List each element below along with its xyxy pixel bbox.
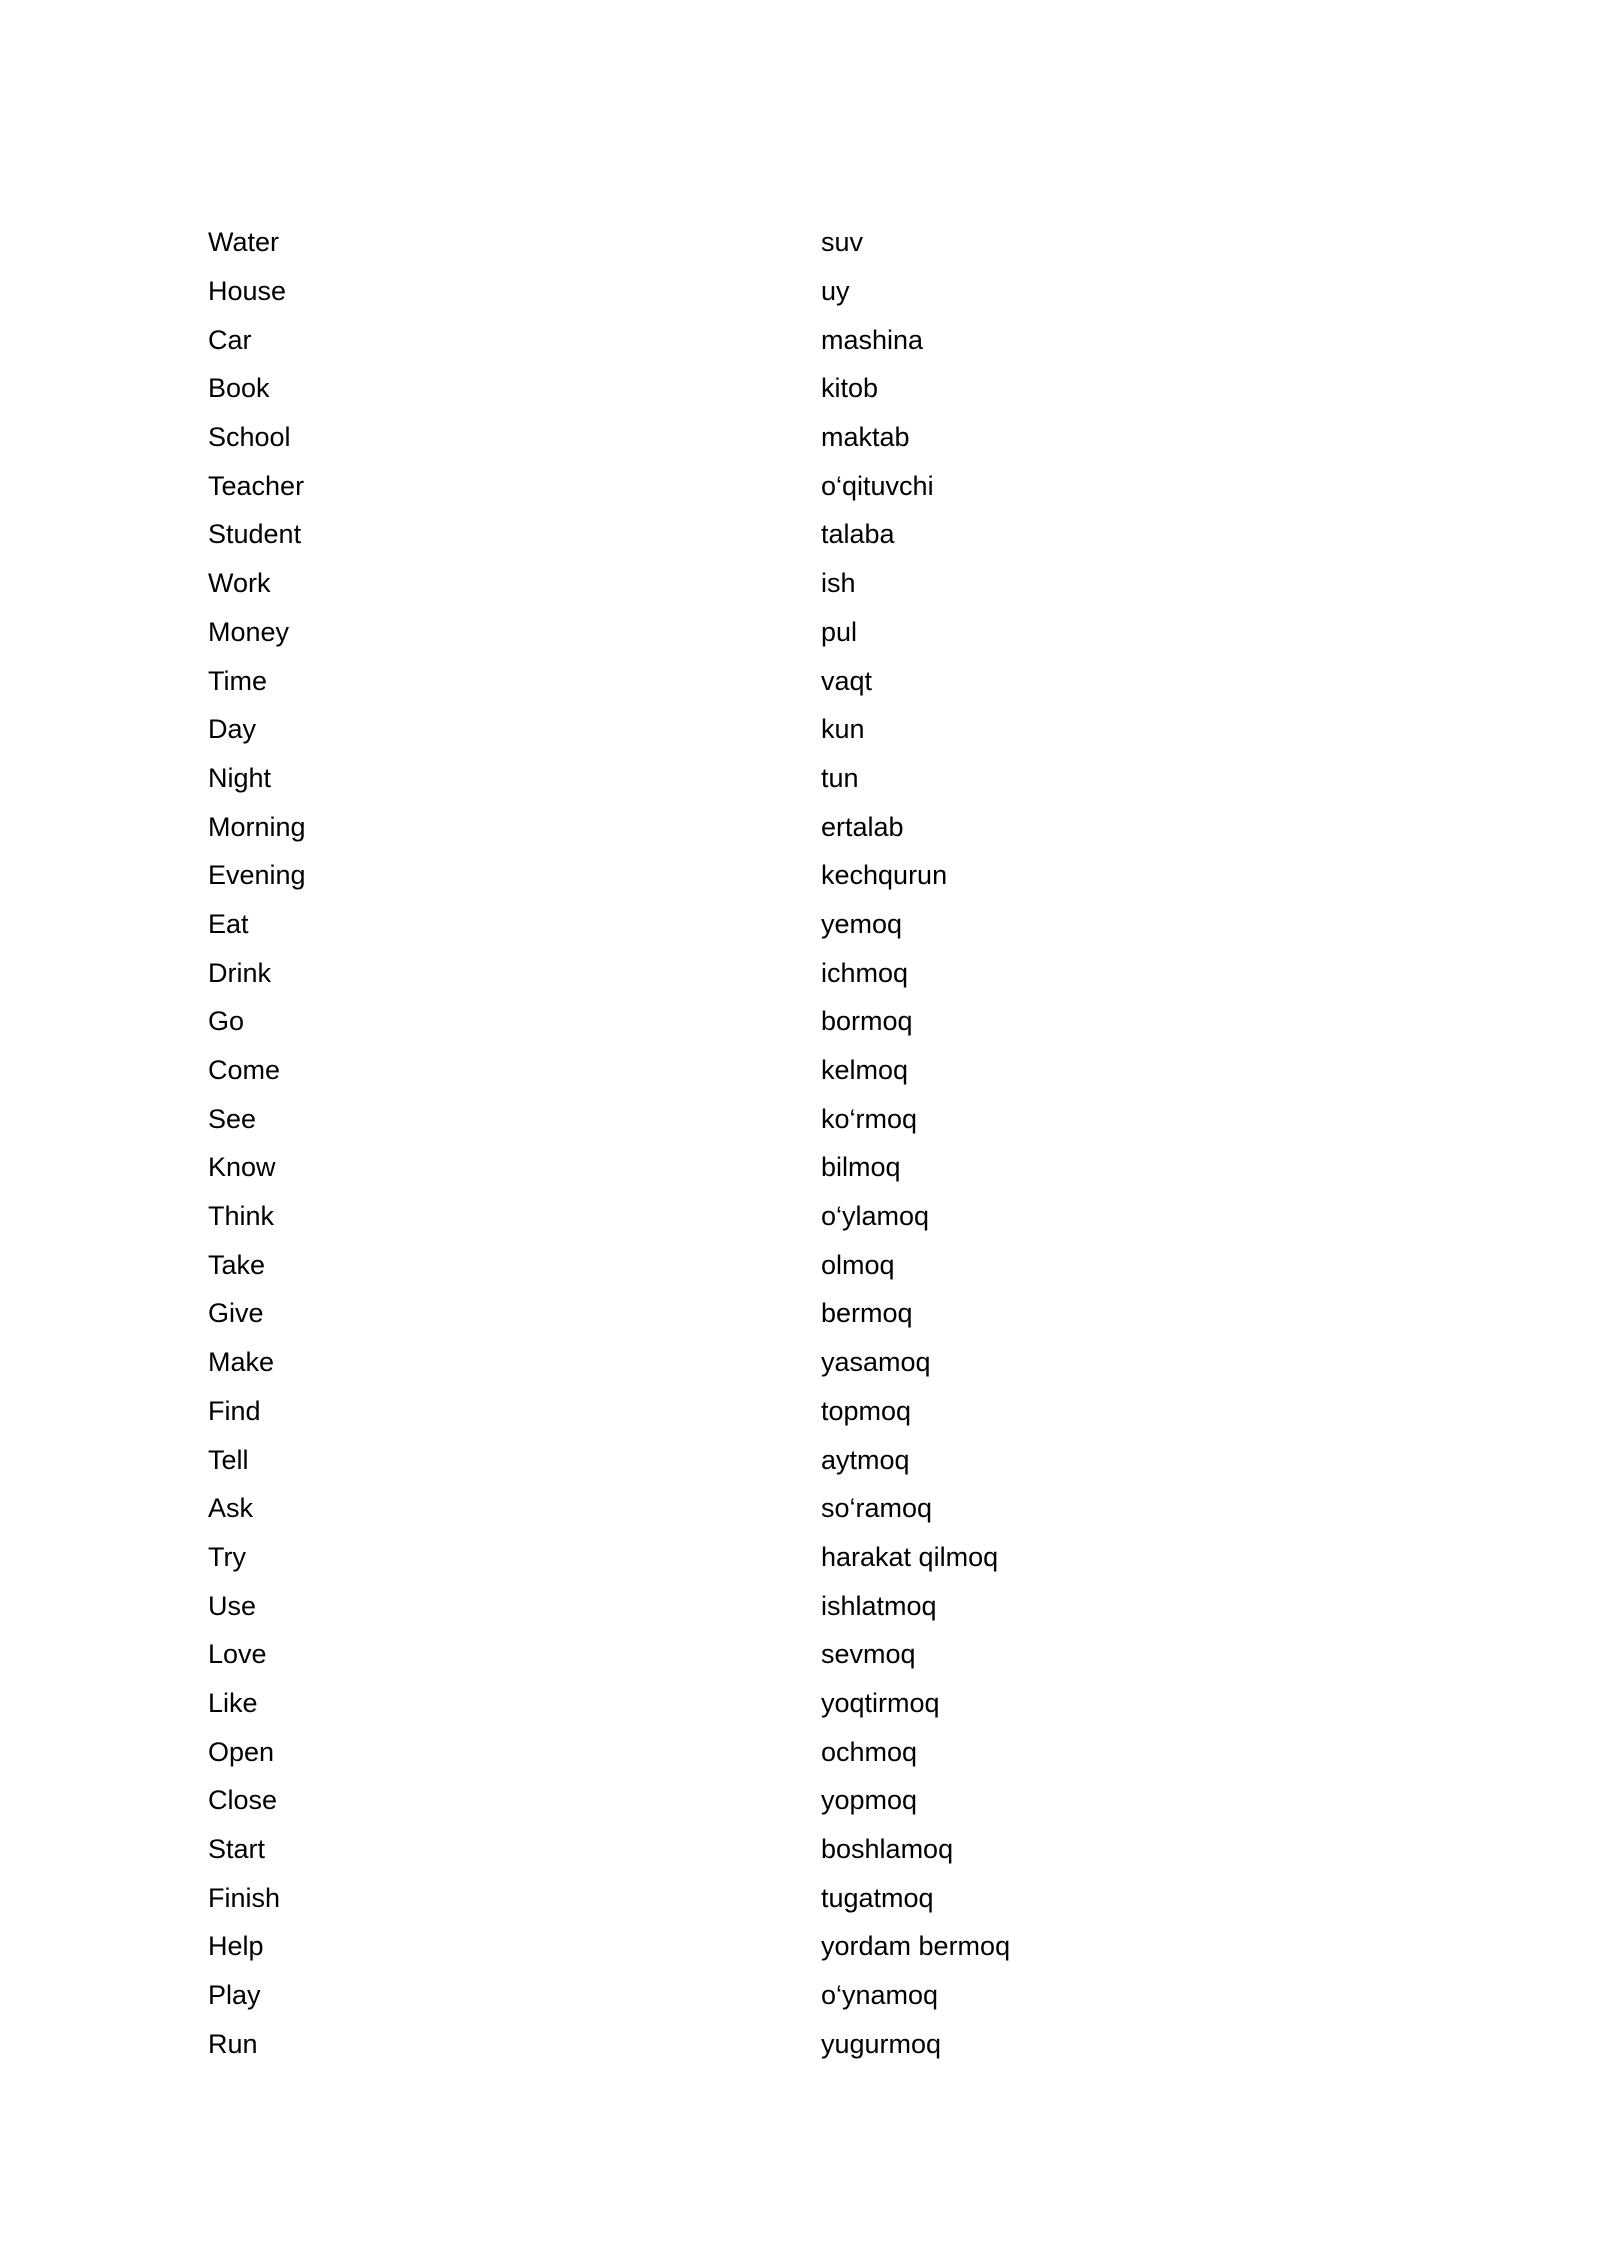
english-word: Like [208,1687,258,1718]
uzbek-translation: tugatmoq [821,1882,934,1913]
english-word: School [208,422,291,453]
english-word: Find [208,1395,261,1426]
vocab-row [208,997,1308,1046]
english-word: Morning [208,811,306,842]
english-word: Play [208,1980,261,2011]
uzbek-translation: ichmoq [821,957,909,988]
vocab-row [208,1484,1308,1533]
english-word: Evening [208,860,306,891]
uzbek-translation: vaqt [821,665,873,696]
uzbek-translation: so‘ramoq [821,1493,933,1524]
english-word: Start [208,1834,266,1865]
vocab-row [208,1240,1308,1289]
english-word: Help [208,1931,264,1962]
uzbek-translation: talaba [821,519,895,550]
english-word: Know [208,1152,276,1183]
uzbek-translation: yoqtirmoq [821,1687,940,1718]
english-word: Book [208,373,270,404]
uzbek-translation: o‘ylamoq [821,1201,930,1232]
vocab-row [208,754,1308,803]
vocab-row [208,1338,1308,1387]
uzbek-translation: ish [821,568,856,599]
english-word: Car [208,324,252,355]
english-word: Day [208,714,257,745]
uzbek-translation: bormoq [821,1006,913,1037]
english-word: Student [208,519,302,550]
vocab-row [208,559,1308,608]
vocab-row [208,1971,1308,2020]
english-word: Water [208,227,280,258]
english-word: Work [208,568,271,599]
uzbek-translation: yasamoq [821,1347,931,1378]
uzbek-translation: ishlatmoq [821,1590,937,1621]
english-word: Teacher [208,470,305,501]
english-word: Think [208,1201,275,1232]
uzbek-translation: maktab [821,422,910,453]
vocab-row [208,1873,1308,1922]
uzbek-translation: ko‘rmoq [821,1103,918,1134]
uzbek-translation: o‘qituvchi [821,470,934,501]
uzbek-translation: topmoq [821,1395,912,1426]
uzbek-translation: aytmoq [821,1444,910,1475]
uzbek-translation: boshlamoq [821,1834,954,1865]
vocab-row [208,1776,1308,1825]
vocab-row [208,900,1308,949]
english-word: Close [208,1785,278,1816]
english-word: Money [208,616,290,647]
vocab-row [208,1046,1308,1095]
vocab-row [208,267,1308,316]
uzbek-translation: sevmoq [821,1639,916,1670]
vocab-row [208,1094,1308,1143]
vocab-row [208,705,1308,754]
vocab-row [208,1727,1308,1776]
vocab-row [208,1143,1308,1192]
english-word: Go [208,1006,245,1037]
uzbek-translation: bermoq [821,1298,913,1329]
uzbek-translation: kitob [821,373,879,404]
uzbek-translation: ertalab [821,811,904,842]
uzbek-translation: yopmoq [821,1785,918,1816]
vocabulary-list [208,218,1308,2068]
vocab-row [208,218,1308,267]
vocab-row [208,948,1308,997]
vocab-row [208,1533,1308,1582]
vocab-row [208,1825,1308,1874]
english-word: Time [208,665,267,696]
uzbek-translation: yugurmoq [821,2028,942,2059]
uzbek-translation: suv [821,227,864,258]
english-word: Ask [208,1493,254,1524]
vocab-row [208,1192,1308,1241]
vocab-row [208,608,1308,657]
uzbek-translation: bilmoq [821,1152,901,1183]
vocab-row [208,656,1308,705]
uzbek-translation: harakat qilmoq [821,1541,999,1572]
vocab-row [208,364,1308,413]
english-word: Finish [208,1882,281,1913]
english-word: Drink [208,957,272,988]
vocab-row [208,1435,1308,1484]
vocab-row [208,1630,1308,1679]
vocab-row [208,510,1308,559]
uzbek-translation: pul [821,616,858,647]
uzbek-translation: mashina [821,324,924,355]
english-word: House [208,276,287,307]
vocab-row [208,1679,1308,1728]
uzbek-translation: kelmoq [821,1055,909,1086]
english-word: See [208,1103,257,1134]
vocab-row [208,851,1308,900]
vocab-row [208,315,1308,364]
english-word: Love [208,1639,267,1670]
vocab-row [208,2019,1308,2068]
english-word: Give [208,1298,264,1329]
english-word: Make [208,1347,275,1378]
vocab-row [208,802,1308,851]
english-word: Use [208,1590,257,1621]
vocab-row [208,413,1308,462]
vocab-row [208,461,1308,510]
english-word: Try [208,1541,246,1572]
english-word: Open [208,1736,275,1767]
vocab-row [208,1922,1308,1971]
uzbek-translation: o‘ynamoq [821,1980,939,2011]
uzbek-translation: yordam bermoq [821,1931,1011,1962]
uzbek-translation: uy [821,276,850,307]
vocab-row [208,1581,1308,1630]
english-word: Take [208,1249,266,1280]
uzbek-translation: kechqurun [821,860,948,891]
vocab-row [208,1387,1308,1436]
english-word: Come [208,1055,281,1086]
uzbek-translation: ochmoq [821,1736,918,1767]
english-word: Run [208,2028,258,2059]
uzbek-translation: tun [821,762,859,793]
english-word: Tell [208,1444,249,1475]
uzbek-translation: olmoq [821,1249,895,1280]
uzbek-translation: kun [821,714,865,745]
english-word: Night [208,762,272,793]
english-word: Eat [208,908,249,939]
uzbek-translation: yemoq [821,908,903,939]
vocab-row [208,1289,1308,1338]
